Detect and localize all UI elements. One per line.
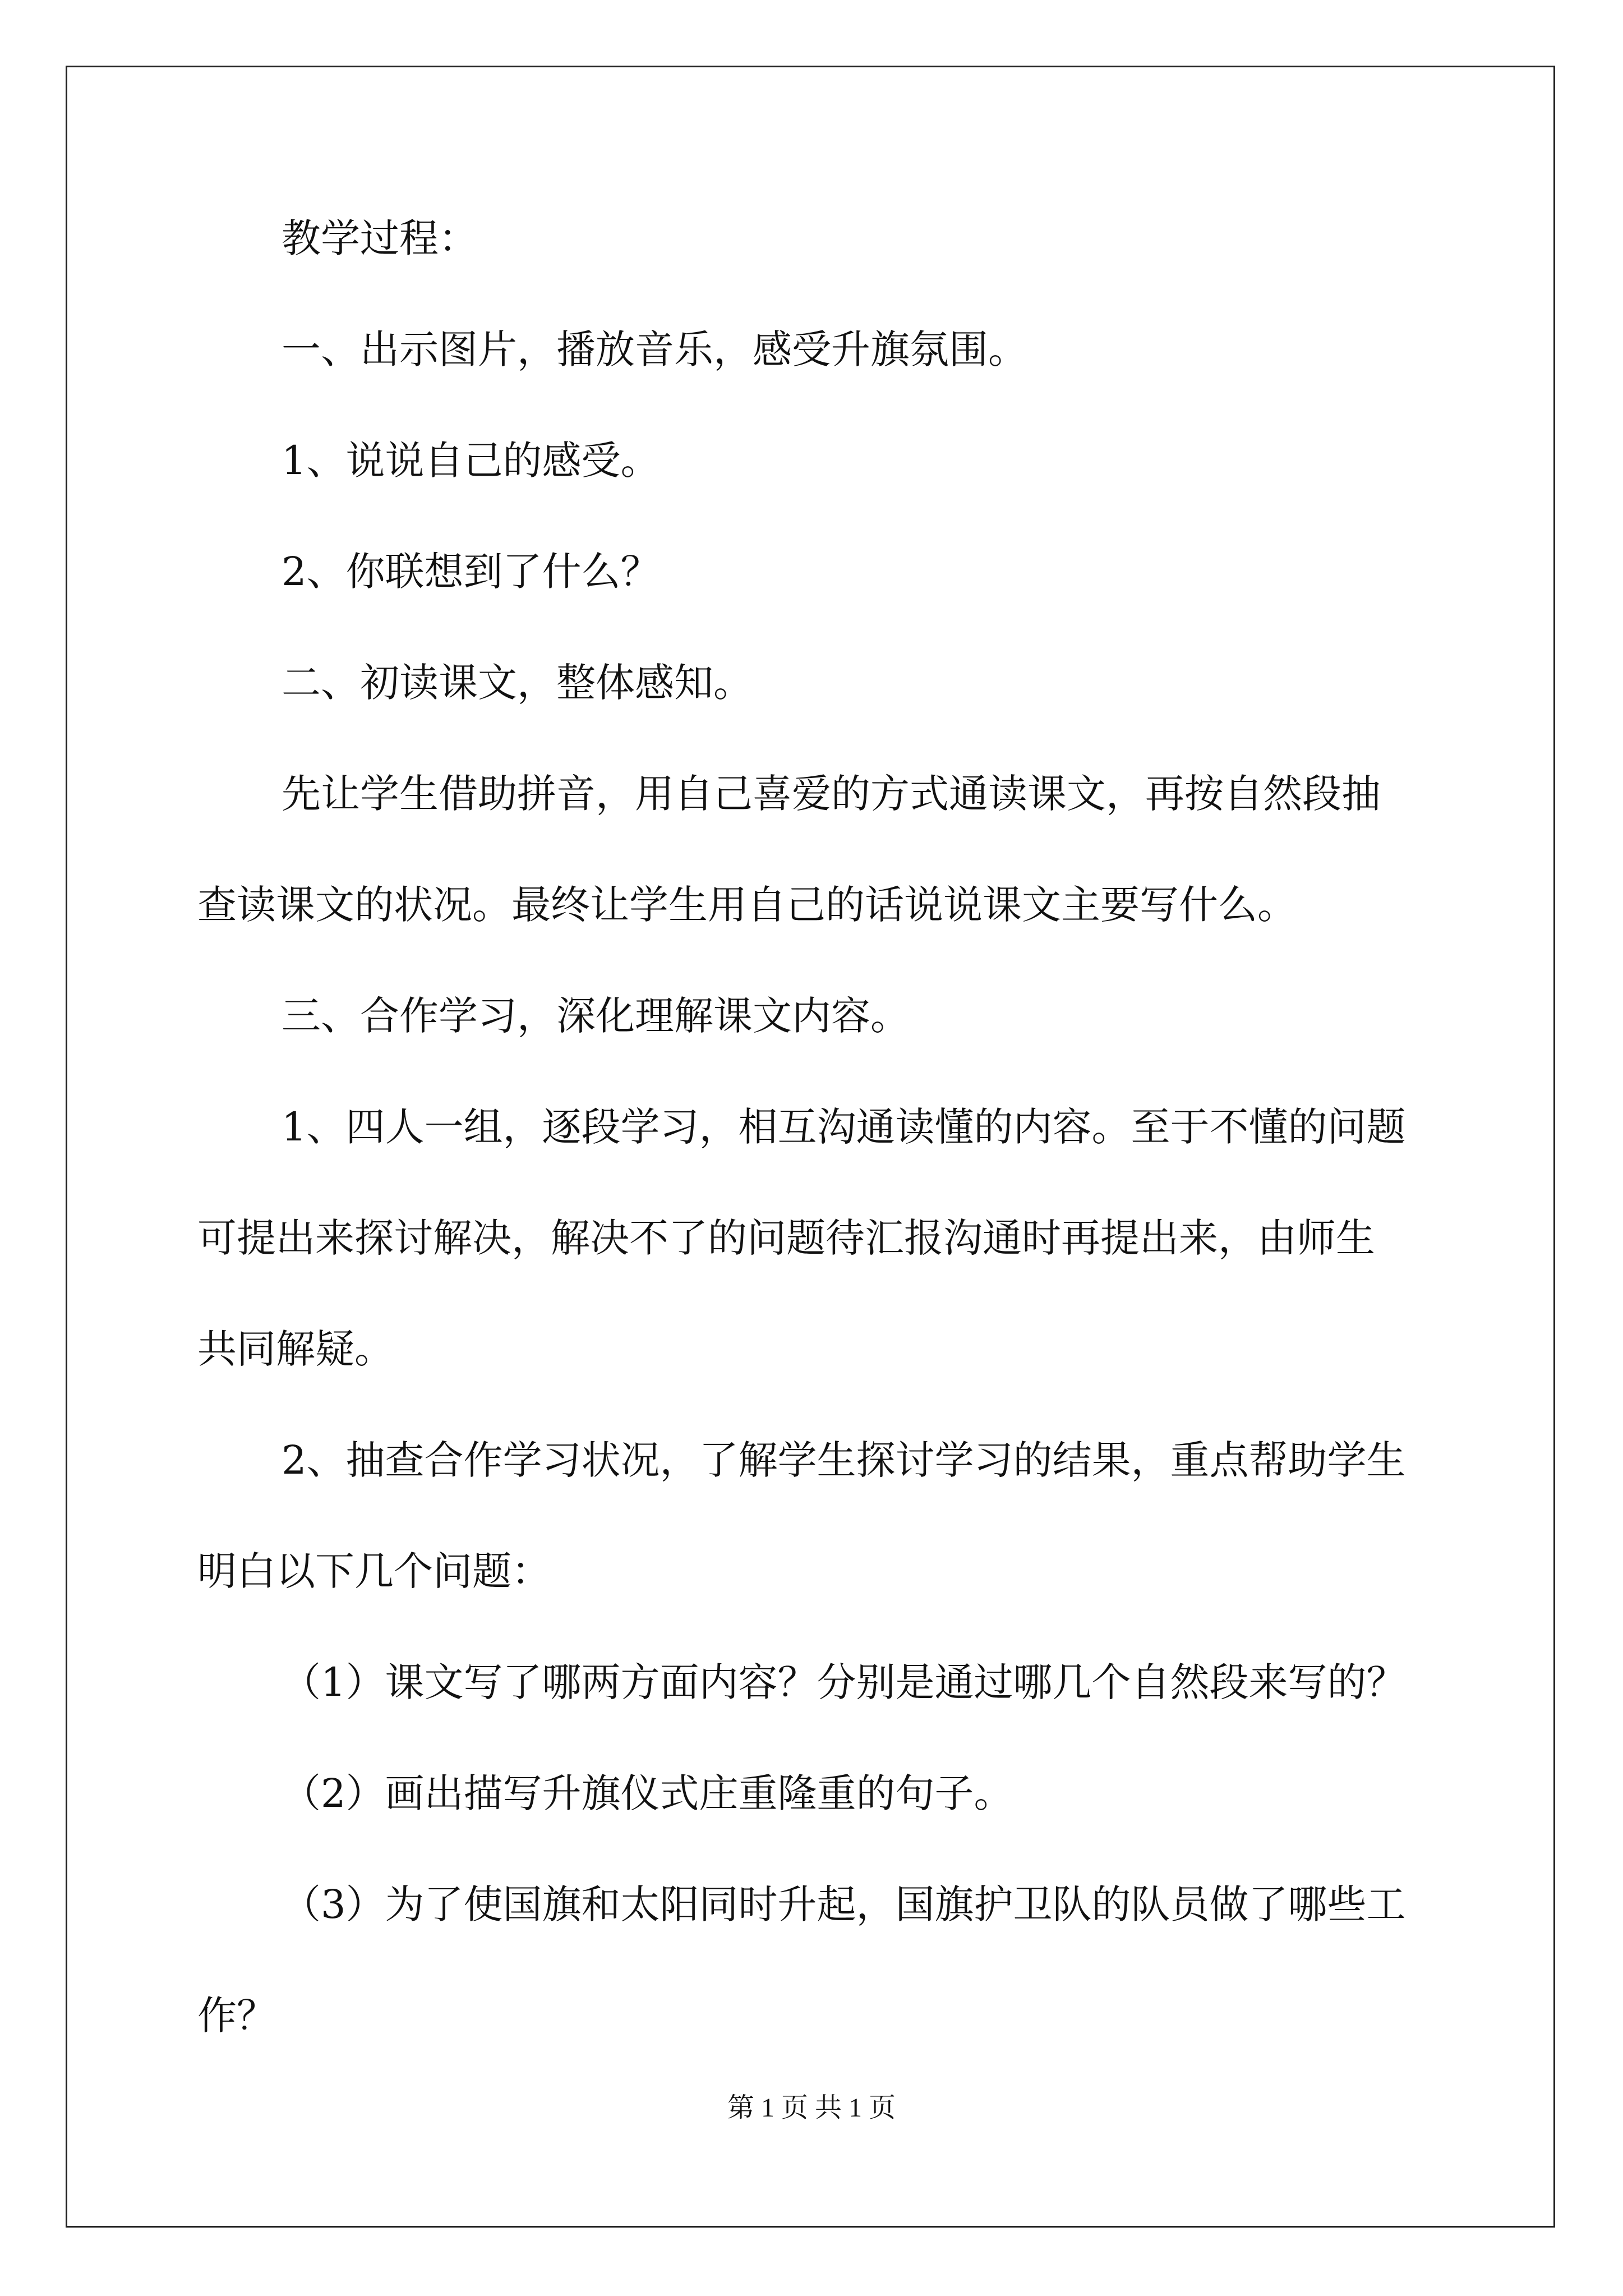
paragraph-line: 共同解疑。: [197, 1326, 394, 1372]
paragraph-line: 教学过程：: [282, 215, 478, 261]
paragraph-line: 先让学生借助拼音，用自己喜爱的方式通读课文，再按自然段抽: [282, 771, 1381, 817]
paragraph-line: （2）画出描写升旗仪式庄重隆重的句子。: [282, 1770, 1013, 1816]
paragraph-line: 三、合作学习，深化理解课文内容。: [282, 993, 910, 1039]
paragraph-line: 1、四人一组，逐段学习，相互沟通读懂的内容。至于不懂的问题: [282, 1104, 1406, 1150]
paragraph-line: （3）为了使国旗和太阳同时升起，国旗护卫队的队员做了哪些工: [282, 1881, 1406, 1927]
paragraph-line: 查读课文的状况。最终让学生用自己的话说说课文主要写什么。: [197, 882, 1297, 928]
paragraph-line: 二、初读课文，整体感知。: [282, 660, 753, 706]
page-footer: 第 1 页 共 1 页: [727, 2093, 896, 2123]
paragraph-line: 2、抽查合作学习状况，了解学生探讨学习的结果，重点帮助学生: [282, 1437, 1406, 1483]
paragraph-line: （1）课文写了哪两方面内容？分别是通过哪几个自然段来写的？: [282, 1659, 1406, 1705]
paragraph-line: 作？: [197, 1993, 276, 2039]
paragraph-line: 可提出来探讨解决，解决不了的问题待汇报沟通时再提出来，由师生: [197, 1215, 1375, 1261]
paragraph-line: 明白以下几个问题：: [197, 1548, 551, 1594]
paragraph-line: 一、出示图片，播放音乐，感受升旗氛围。: [282, 326, 1027, 372]
paragraph-line: 1、说说自己的感受。: [282, 438, 660, 484]
paragraph-line: 2、你联想到了什么？: [282, 549, 660, 595]
